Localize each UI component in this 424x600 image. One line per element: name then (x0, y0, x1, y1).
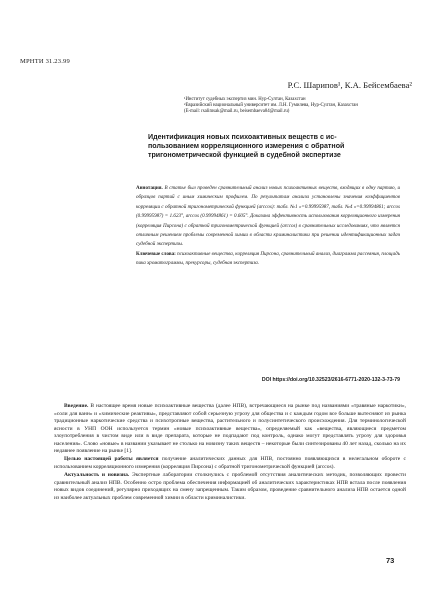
paragraph-text: получение аналитических данных для НПВ, постоянно появляющихся в нелегальном обороте с использованием корреляционного измерения (корреляция Пирсона) с обратной тригонометрической функцией (arccos). (54, 456, 406, 470)
doi-link[interactable]: DOI https://doi.org/10.32523/2616-6771-2020-132-3-73-79 (261, 377, 400, 383)
affiliation-emails: (E-mail: rsalimsak@mail.ru, beisembaeva84@mail.ru) (184, 109, 290, 115)
article-title: Идентификация новых психоактивных веществ с использованием корреляционного измерения с обратной тригонометрической функцией в судебной экспертизе (148, 133, 345, 160)
authors: Р.С. Шарипов¹, К.А. Бейсембаева² (287, 80, 412, 90)
rubric-code: МРНТИ 31.23.99 (20, 58, 70, 65)
keywords (136, 250, 400, 269)
keywords-text: психоактивные вещества, корреляция Пирсона, сравнительный анализ, диаграмма рассеяния, площадь пика хроматограммы, прекурсоры, судебная экспертиза. (136, 250, 400, 267)
abstract-text: В статье был проведен сравнительный анализ новых психоактивных веществ, входящих в одну партию, и образцов партий с иным химическим профилем. По результатам анализа установлены значения коэффициентов корреляции с обратной тригонометрической функцией (arccos): табл. №1 «=0.99995987, табл. №4 «=0.99994861; arccos (0.99995987) = 1.623°, arccos (0.99994861) = 0.605°. Доказана эффективность использования корреляционного измерения (корреляция Пирсона) с обратной тригонометрической функцией (arccos) в сравнительных исследованиях, что является отличным решением проблемы современной химии в области криминалистики при решении идентификационных задач судебной экспертизы. (136, 185, 401, 248)
paragraph-label: Целью настоящей работы является (64, 456, 159, 463)
abstract-label: Аннотация. (136, 185, 163, 191)
affiliation-line: ²Евразийский национальный университет им. Л.Н. Гумилева, Нур-Султан, Казахстан (184, 103, 358, 109)
paragraph-label: Актуальность и новизна. (64, 472, 130, 479)
abstract (136, 184, 400, 250)
keywords-label: Ключевые слова: (136, 250, 176, 257)
paragraph-text: Экспертные лаборатории столкнулись с проблемой отсутствия аналитических методик, позволяющих провести сравнительный анализ НПВ. Особенно остро проблема обеспечения информацией об аналитических характеристиках НПВ встала после появления новых видов соединений, регулярно приходящих на смену запрещенным. Таким образом, проведение сравнительного анализа НПВ остается одной из наиболее актуальных проблем современной химии в области криминалистики. (54, 472, 406, 501)
page-number: 73 (386, 556, 395, 565)
paragraph-label: Введение. (64, 403, 89, 409)
abstract-block (136, 184, 400, 269)
affiliations (184, 97, 414, 115)
paragraph-relevance (54, 472, 406, 502)
paragraph-goal (54, 456, 406, 471)
affiliation-line: ¹Институт судебных экспертиз мин. Нур-Султан, Казахстан (184, 97, 306, 102)
paragraph-text: В настоящее время новые психоактивные вещества (далее НПВ), встречающиеся на рынке под названиями «травяные наркотики», «соли для ванн» и «химические реактивы», представляют собой серьезную угрозу для общества и с каждым годом все больше вытесняют из рынка традиционные наркотические средства и психотропные вещества, растительного и полусинтетического происхождения. Для терминологической ясности в УНП ООН используется термин «новые психоактивные вещества», определяемый как «вещества, являющиеся предметом злоупотребления в чистом виде или в виде препарата, которые не подпадают под контроль, однако могут представлять угрозу для здоровья населения». Слово «новые» в названии указывает не столько на новизну таких веществ – некоторые были синтезированы 40 лет назад, сколько на их недавнее появление на рынке [1]. (54, 403, 406, 455)
article-body (54, 403, 406, 503)
paragraph-introduction (54, 403, 406, 456)
